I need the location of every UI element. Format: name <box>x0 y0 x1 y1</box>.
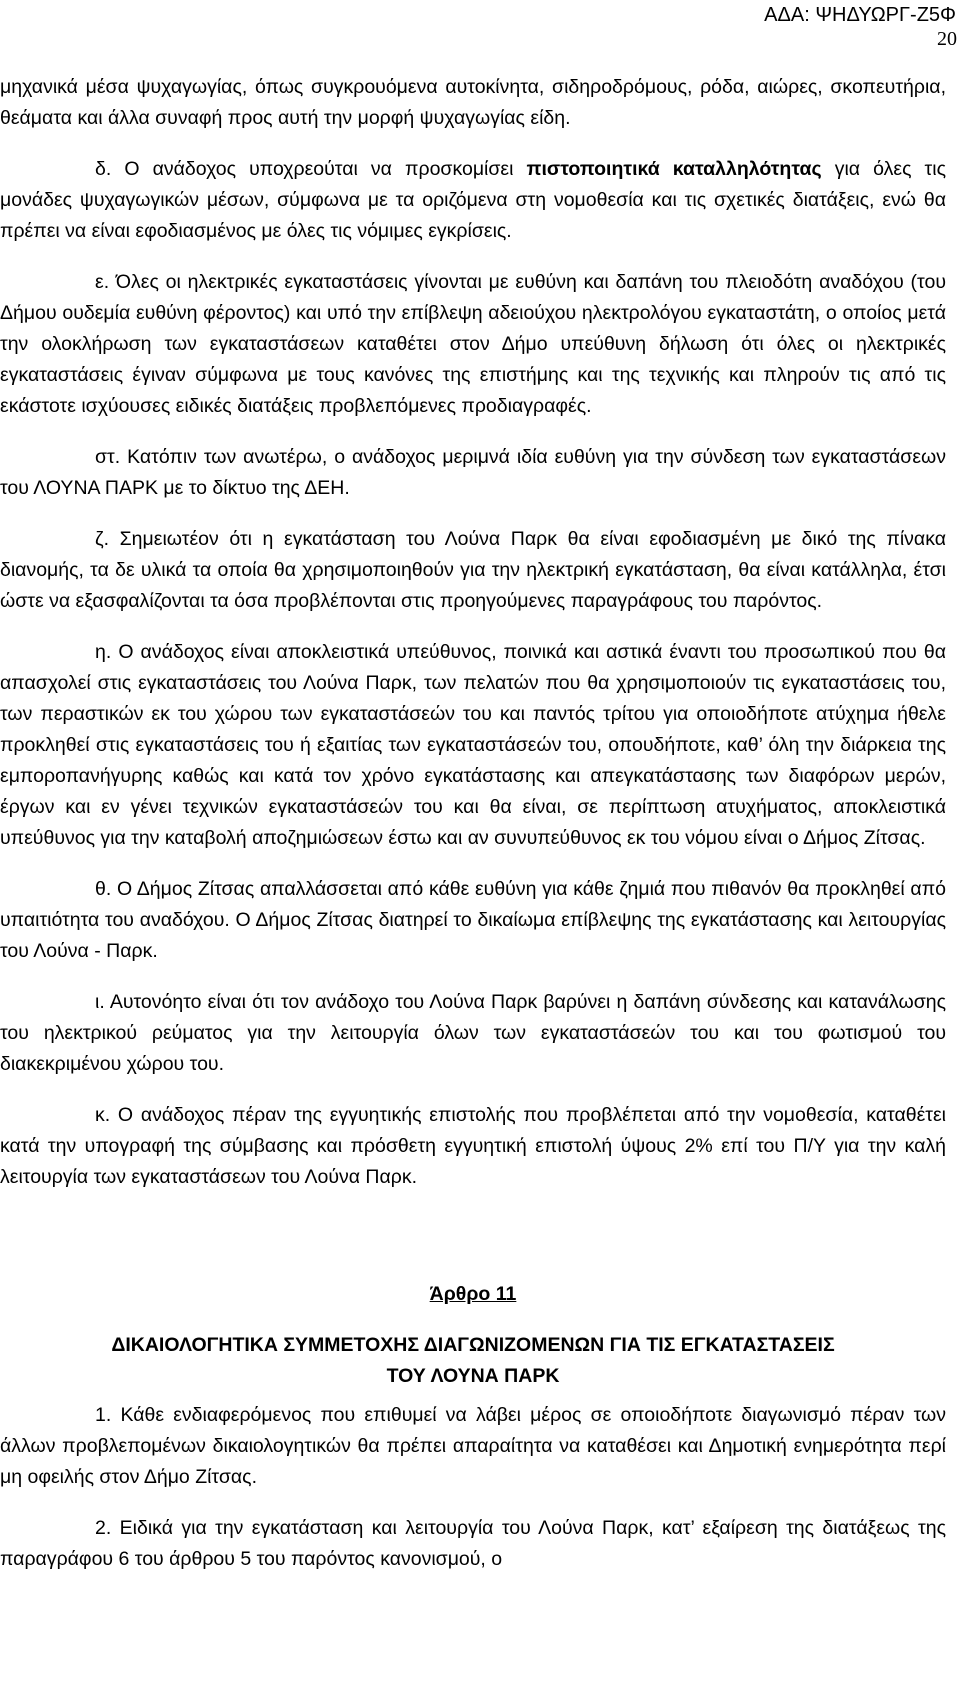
article-heading-line1: ΔΙΚΑΙΟΛΟΓΗΤΙΚΑ ΣΥΜΜΕΤΟΧΗΣ ΔΙΑΓΩΝΙΖΟΜΕΝΩΝ ΓΙΑ ΤΙΣ ΕΓΚΑΤΑΣΤΑΣΕΙΣ <box>111 1334 835 1356</box>
article-heading <box>0 1330 946 1392</box>
paragraph-h: η. Ο ανάδοχος είναι αποκλειστικά υπεύθυνος, ποινικά και αστικά έναντι του προσωπικού που θα απασχολεί στις εγκαταστάσεις του Λούνα Παρκ, των πελατών που θα χρησιμοποιούν τις εγκαταστάσεις του, των περαστικών εκ του χώρου των εγκαταστάσεών του και παντός τρίτου για οποιοδήποτε ατύχημα ήθελε προκληθεί στις εγκαταστάσεις του ή εξαιτίας των εγκαταστάσεών του, οπουδήποτε, καθ’ όλη την διάρκεια της εμποροπανήγυρης καθώς και κατά τον χρόνο εγκατάστασης και απεγκατάστασης των διαφόρων μερών, έργων και εν γένει τεχνικών εγκαταστάσεών του και θα είναι, σε περίπτωση ατυχήματος, αποκλειστικά υπεύθυνος για την καταβολή αποζημιώσεων έστω και αν συνυπεύθυνος εκ του νόμου είναι ο Δήμος Ζίτσας. <box>0 641 946 849</box>
paragraph-d-end: για όλες τις μονάδες ψυχαγωγικών μέσων, σύμφωνα με τα οριζόμενα στη νομοθεσία και τις σχετικές διατάξεις, ενώ θα πρέπει να είναι εφοδιασμένος με όλες τις νόμιμες εγκρίσεις. <box>0 158 946 242</box>
paragraph-st: στ. Κατόπιν των ανωτέρω, ο ανάδοχος μεριμνά ιδία ευθύνη για την σύνδεση των εγκαταστάσεων του ΛΟΥΝΑ ΠΑΡΚ με το δίκτυο της ΔΕΗ. <box>0 446 946 499</box>
page-number: 20 <box>937 28 957 50</box>
paragraph-th: θ. Ο Δήμος Ζίτσας απαλλάσσεται από κάθε ευθύνη για κάθε ζημιά που πιθανόν θα προκληθεί από υπαιτιότητα του αναδόχου. Ο Δήμος Ζίτσας διατηρεί το δικαίωμα επίβλεψης της εγκατάστασης και λειτουργίας του Λούνα - Παρκ. <box>0 878 946 962</box>
paragraph-e: ε. Όλες οι ηλεκτρικές εγκαταστάσεις γίνονται με ευθύνη και δαπάνη του πλειοδότη αναδόχου (του Δήμου ουδεμία ευθύνη φέροντος) και υπό την επίβλεψη αδειούχου ηλεκτρολόγου εγκαταστάτη, ο οποίος μετά την ολοκλήρωση των εγκαταστάσεων καταθέτει στον Δήμο υπεύθυνη δήλωση ότι όλες οι ηλεκτρικές εγκαταστάσεις έγιναν σύμφωνα με τους κανόνες της επιστήμης και της τεχνικής και πληρούν τις από τις εκάστοτε ισχύουσες ειδικές διατάξεις προβλεπόμενες προδιαγραφές. <box>0 271 946 417</box>
paragraph-z: ζ. Σημειωτέον ότι η εγκατάσταση του Λούνα Παρκ θα είναι εφοδιασμένη με δικό της πίνακα διανομής, τα δε υλικά τα οποία θα χρησιμοποιηθούν για την ηλεκτρική εγκατάσταση, θα είναι κατάλληλα, έτσι ώστε να εξασφαλίζονται τα όσα προβλέπονται στις προηγούμενες παραγράφους του παρόντος. <box>0 528 946 612</box>
ada-code: ΑΔΑ: ΨΗΔΥΩΡΓ-Ζ5Φ <box>764 4 956 26</box>
paragraph-continuation: μηχανικά μέσα ψυχαγωγίας, όπως συγκρουόμενα αυτοκίνητα, σιδηροδρόμους, ρόδα, αιώρες, σκοπευτήρια, θεάματα και άλλα συναφή προς αυτή την μορφή ψυχαγωγίας είδη. <box>0 76 946 129</box>
article-item-2: 2. Ειδικά για την εγκατάσταση και λειτουργία του Λούνα Παρκ, κατ’ εξαίρεση της διατάξεως της παραγράφου 6 του άρθρου 5 του παρόντος κανονισμού, ο <box>0 1517 946 1570</box>
article-title: Άρθρο 11 <box>429 1283 517 1305</box>
article-heading-line2: ΤΟΥ ΛΟΥΝΑ ΠΑΡΚ <box>386 1365 560 1387</box>
paragraph-d <box>0 154 946 247</box>
article-item-1: 1. Κάθε ενδιαφερόμενος που επιθυμεί να λάβει μέρος σε οποιοδήποτε διαγωνισμό πέραν των άλλων προβλεπομένων δικαιολογητικών θα πρέπει απαραίτητα να καταθέσει και Δημοτική ενημερότητα περί μη οφειλής στον Δήμο Ζίτσας. <box>0 1404 946 1488</box>
paragraph-i: ι. Αυτονόητο είναι ότι τον ανάδοχο του Λούνα Παρκ βαρύνει η δαπάνη σύνδεσης και κατανάλωσης του ηλεκτρικού ρεύματος για την λειτουργία όλων των εγκαταστάσεών του και του φωτισμού του διακεκριμένου χώρου του. <box>0 991 946 1075</box>
paragraph-d-start: δ. Ο ανάδοχος υποχρεούται να προσκομίσει <box>95 158 527 180</box>
certificates-bold: πιστοποιητικά καταλληλότητας <box>526 158 822 180</box>
paragraph-k: κ. Ο ανάδοχος πέραν της εγγυητικής επιστολής που προβλέπεται από την νομοθεσία, καταθέτει κατά την υπογραφή της σύμβασης και πρόσθετη εγγυητική επιστολή ύψους 2% επί του Π/Υ για την καλή λειτουργία των εγκαταστάσεων του Λούνα Παρκ. <box>0 1104 946 1188</box>
document-body <box>0 72 946 1575</box>
